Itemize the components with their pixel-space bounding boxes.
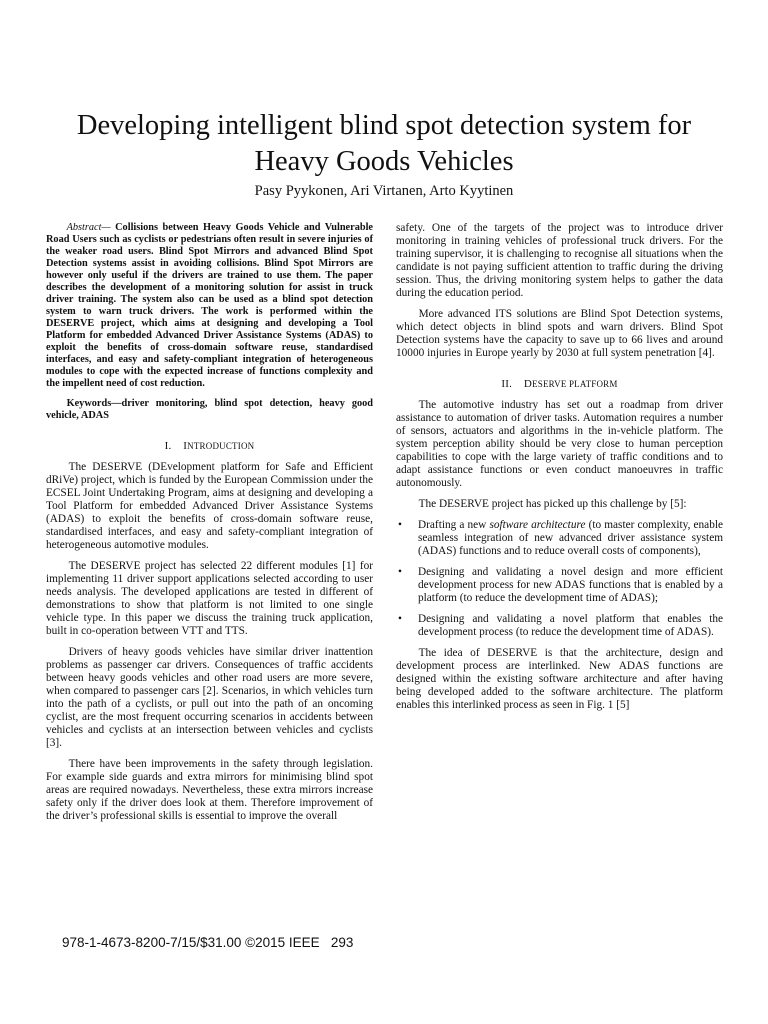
section-name-rest: ESERVE PLATFORM <box>532 379 618 389</box>
bullet-item: • Designing and validating a novel platform that enables the development process (to reduce the development time of ADAS). <box>398 613 723 638</box>
abstract-label: Abstract <box>66 222 102 233</box>
bullet-item: • Drafting a new software architecture (to master complexity, enable seamless integration of new advanced driver assistance system (ADAS) functions and to reduce overall costs of components), <box>398 519 723 557</box>
title-line-1: Developing intelligent blind spot detection system for <box>76 110 692 141</box>
body-paragraph-continued: safety. One of the targets of the project was to introduce driver monitoring in training vehicles of professional truck drivers. For the training supervisor, it is challenging to recognise all situations when the candidate is not paying sufficient attention to traffic during the driving session. Thus, the driving monitoring system helps to gather the data during the education period. <box>396 222 723 299</box>
body-paragraph: The DESERVE (DEvelopment platform for Safe and Efficient dRiVe) project, which is funded by the European Commission under the ECSEL Joint Undertaking Program, aims at designing and developing a Tool Platform for embedded Advanced Driver Assistance Systems (ADAS) to exploit the benefits of cross-domain software reuse, standardised interfaces, and easy and safety-compliant integration of heterogeneous automotive modules. <box>46 461 373 551</box>
keywords: Keywords—driver monitoring, blind spot detection, heavy good vehicle, ADAS <box>46 398 373 421</box>
bullet-item: • Designing and validating a novel design and more efficient development process for new ADAS functions that is enabled by a platform (to reduce the development time of ADAS); <box>398 566 723 604</box>
abstract-dash: — <box>101 222 116 233</box>
page-footer: 978-1-4673-8200-7/15/$31.00 ©2015 IEEE 293 <box>62 935 354 950</box>
section-numeral: I. <box>164 440 172 452</box>
body-paragraph: More advanced ITS solutions are Blind Spot Detection systems, which detect objects in blind spots and warn drivers. Blind Spot Detection systems have the capacity to save up to 66 lives and around 10000 injuries in Europe yearly by 2030 at full system penetration [4]. <box>396 308 723 359</box>
body-paragraph: Drivers of heavy goods vehicles have similar driver inattention problems as passenger car drivers. Consequences of traffic accidents between heavy goods vehicles and other road users are more severe, when compared to passenger cars [2]. Scenarios, in which vehicles turn into the path of a cyclists, or pull out into the path of an oncoming cyclist, are the most frequent occurring scenarios in accidents between vehicles and cyclists at an intersection between vehicles and cyclists [3]. <box>46 646 373 749</box>
section-name-rest: NTRODUCTION <box>187 441 255 451</box>
bullet-glyph: • <box>398 519 402 531</box>
body-paragraph: The DESERVE project has selected 22 different modules [1] for implementing 11 driver support applications selected according to user needs analysis. The developed applications are tested in different of demonstrations to show that platform is not limited to one single vehicle type. In this paper we discuss the training truck application, built in co-operation between VTT and TTS. <box>46 560 373 637</box>
section-heading-deserve-platform <box>396 378 723 391</box>
body-paragraph: The automotive industry has set out a roadmap from driver assistance to automation of driver tasks. Automation requires a number of sensors, actuators and algorithms in the in-vehicle platform. The system perception ability should be very close to human perception capabilities to cope with the large variety of traffic conditions and to adapt assistance functions or even conduct manoeuvres in traffic autonomously. <box>396 399 723 489</box>
section-first-letter: I <box>183 440 188 452</box>
section-heading-introduction <box>46 440 373 453</box>
bullet-glyph: • <box>398 613 402 625</box>
bullet-list <box>396 519 723 639</box>
right-column <box>396 222 723 720</box>
left-column <box>46 222 373 831</box>
bullet-glyph: • <box>398 566 402 578</box>
title-line-2: Heavy Goods Vehicles <box>254 146 514 177</box>
emphasis: software architecture <box>489 519 586 531</box>
abstract <box>46 222 373 390</box>
section-first-letter: D <box>523 378 533 390</box>
abstract-text: Collisions between Heavy Goods Vehicle and Vulnerable Road Users such as cyclists or pedestrians often result in severe injuries of the weaker road users. Blind Spot Mirrors and advanced Blind Spot Detection systems assist in avoiding collisions. Blind Spot Mirrors are however only useful if the drivers are trained to use them. The paper describes the development of a monitoring solution for assist in truck driver training. The system also can be used as a blind spot detection system to warn truck drivers. The work is performed within the DESERVE project, which aims at designing and developing a Tool Platform for embedded Advanced Driver Assistance Systems (ADAS) to exploit the benefits of cross-domain software reuse, standardised interfaces, and easy and safety-compliant integration of heterogeneous modules to cope with the expected increase of functions complexity and the impellent need of cost reduction. <box>46 222 374 389</box>
section-numeral: II. <box>501 378 513 390</box>
author-list: Pasy Pyykonen, Ari Virtanen, Arto Kyytinen <box>254 183 514 199</box>
body-paragraph: The idea of DESERVE is that the architecture, design and development process are interlinked. New ADAS functions are designed within the existing software architecture and after having being developed added to the software architecture. The platform enables this interlinked process as seen in Fig. 1 [5] <box>396 647 723 711</box>
paper-title <box>30 108 738 180</box>
body-paragraph: There have been improvements in the safety through legislation. For example side guards and extra mirrors for minimising blind spot areas are required nowadays. Nevertheless, these extra mirrors increase safety only if the driver does look at them. Therefore improvement of the driver’s professional skills is essential to improve the overall <box>46 758 373 822</box>
body-paragraph: The DESERVE project has picked up this challenge by [5]: <box>418 498 687 510</box>
